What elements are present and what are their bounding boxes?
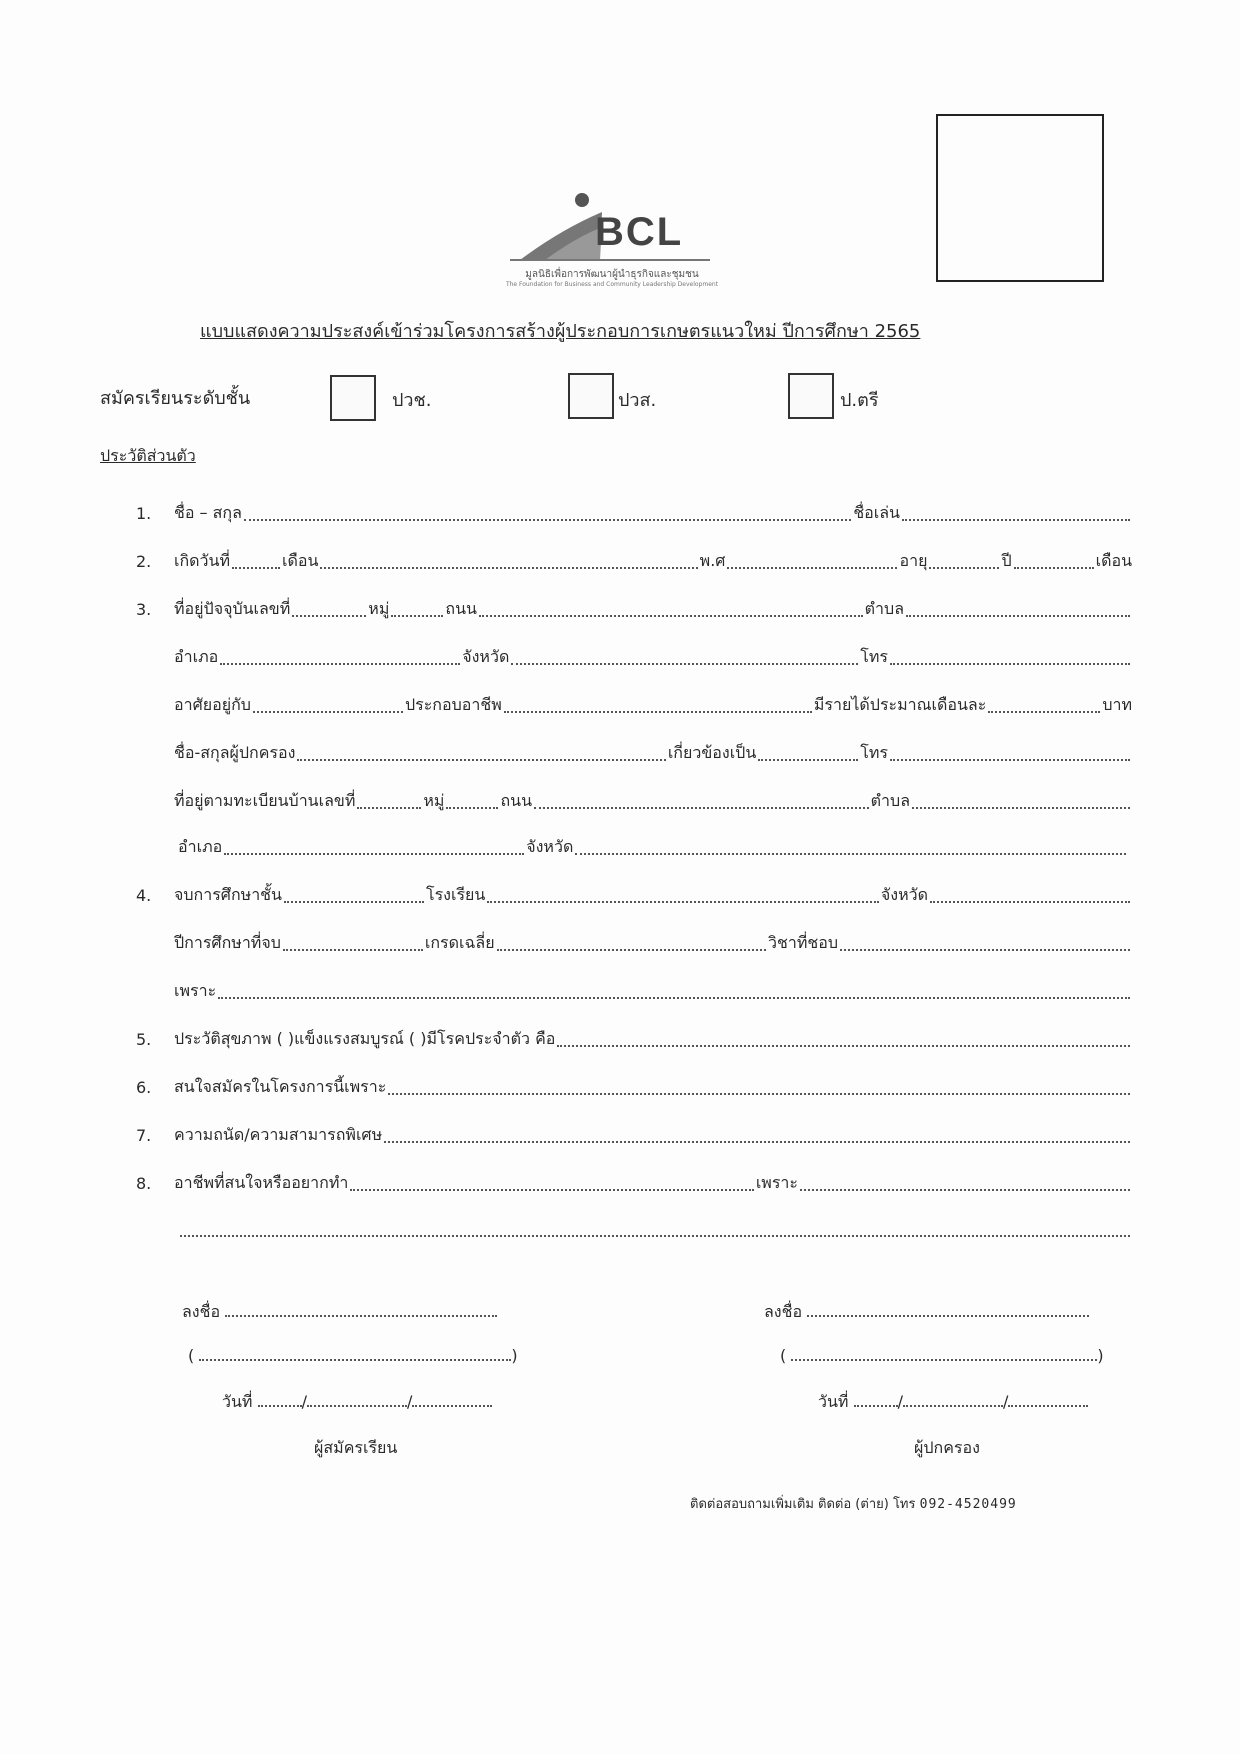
level-selection xyxy=(100,375,1000,425)
guardian-date-label: วันที่ xyxy=(818,1392,849,1411)
fav-subject-label: วิชาที่ชอบ xyxy=(768,933,838,952)
contact-phone: 092-4520499 xyxy=(919,1497,1017,1512)
guardian-date-year[interactable] xyxy=(1008,1405,1088,1407)
reg-tambon-field[interactable] xyxy=(912,807,1130,809)
applicant-sign-field[interactable] xyxy=(225,1315,497,1317)
date-slash: / xyxy=(1002,1392,1009,1411)
reg-tambon-label: ตำบล xyxy=(870,791,910,810)
row-guardian xyxy=(174,740,1132,766)
tambon-field[interactable] xyxy=(906,615,1130,617)
row-health xyxy=(174,1026,1132,1052)
item-number: 5. xyxy=(136,1030,152,1049)
education-level-field[interactable] xyxy=(284,901,424,903)
guardian-sign-label: ลงชื่อ xyxy=(764,1302,803,1321)
career-because-field[interactable] xyxy=(800,1189,1130,1191)
guardian-close-paren: ) xyxy=(1097,1346,1104,1365)
option-bachelor-label: ป.ตรี xyxy=(840,390,879,411)
interest-field[interactable] xyxy=(388,1093,1130,1095)
career-field[interactable] xyxy=(350,1189,753,1191)
section-personal-history: ประวัติส่วนตัว xyxy=(100,446,196,465)
applicant-open-paren: ( xyxy=(188,1346,195,1365)
row-district xyxy=(174,644,1132,670)
occupation-field[interactable] xyxy=(504,711,812,713)
item-number: 4. xyxy=(136,886,152,905)
item-number: 6. xyxy=(136,1078,152,1097)
checkbox-bachelor[interactable] xyxy=(788,373,834,419)
name-label: ชื่อ – สกุล xyxy=(174,503,242,522)
reg-road-field[interactable] xyxy=(534,807,869,809)
education-level-label: จบการศึกษาชั้น xyxy=(174,885,282,904)
income-label: มีรายได้ประมาณเดือนละ xyxy=(813,695,987,714)
option-high-vocational-label: ปวส. xyxy=(618,390,657,411)
reg-address-field[interactable] xyxy=(357,807,421,809)
date-slash: / xyxy=(897,1392,903,1411)
guardian-label: ชื่อ-สกุลผู้ปกครอง xyxy=(174,743,296,762)
row-reg-address xyxy=(174,788,1132,814)
road-label: ถนน xyxy=(445,599,477,618)
fav-subject-field[interactable] xyxy=(840,949,1130,951)
row-grades xyxy=(174,930,1132,956)
tambon-label: ตำบล xyxy=(864,599,904,618)
moo-field[interactable] xyxy=(391,615,443,617)
applicant-role: ผู้สมัครเรียน xyxy=(314,1438,398,1457)
option-vocational-label: ปวช. xyxy=(392,390,432,411)
row-name xyxy=(174,500,1132,526)
level-label: สมัครเรียนระดับชั้น xyxy=(100,388,251,409)
moo-label: หมู่ xyxy=(368,599,390,618)
photo-box[interactable] xyxy=(936,114,1104,282)
amphoe-field[interactable] xyxy=(220,663,460,665)
applicant-name-field[interactable] xyxy=(199,1359,511,1361)
checkbox-vocational[interactable] xyxy=(330,375,376,421)
logo-subtitle-th: มูลนิธิเพื่อการพัฒนาผู้นำธุรกิจและชุมชน xyxy=(525,269,699,280)
row-education xyxy=(174,882,1132,908)
relation-field[interactable] xyxy=(758,759,858,761)
guardian-date-month[interactable] xyxy=(903,1405,1003,1407)
guardian-field[interactable] xyxy=(297,759,665,761)
item-number: 7. xyxy=(136,1126,152,1145)
health-field[interactable] xyxy=(557,1045,1130,1047)
because-label: เพราะ xyxy=(174,981,217,1000)
contact-info xyxy=(690,1493,1017,1514)
form-title: แบบแสดงความประสงค์เข้าร่วมโครงการสร้างผู้ประกอบการเกษตรแนวใหม่ ปีการศึกษา 2565 xyxy=(200,321,921,342)
livewith-label: อาศัยอยู่กับ xyxy=(174,695,251,714)
because-field[interactable] xyxy=(218,997,1130,999)
livewith-field[interactable] xyxy=(253,711,403,713)
row-career xyxy=(174,1170,1132,1196)
reg-province-field[interactable] xyxy=(575,853,1126,855)
tel-field[interactable] xyxy=(890,663,1130,665)
applicant-name-row xyxy=(188,1346,518,1365)
grad-year-label: ปีการศึกษาที่จบ xyxy=(174,933,281,952)
row-talent xyxy=(174,1122,1132,1148)
date-slash: / xyxy=(406,1392,413,1411)
gpa-label: เกรดเฉลี่ย xyxy=(424,933,495,952)
guardian-date-row xyxy=(818,1390,1088,1415)
guardian-role: ผู้ปกครอง xyxy=(914,1438,980,1457)
birth-day-label: เกิดวันที่ xyxy=(174,551,231,570)
contact-text: ติดต่อสอบถามเพิ่มเติม ติดต่อ (ต่าย) โทร xyxy=(690,1497,916,1512)
address-no-label: ที่อยู่ปัจจุบันเลขที่ xyxy=(174,599,291,618)
reg-province-label: จังหวัด xyxy=(526,837,574,856)
guardian-date-day[interactable] xyxy=(854,1405,898,1407)
row-extra xyxy=(178,1216,1132,1242)
birth-month-field[interactable] xyxy=(320,567,697,569)
guardian-tel-field[interactable] xyxy=(890,759,1130,761)
school-label: โรงเรียน xyxy=(425,885,486,904)
age-label: อายุ xyxy=(899,551,928,570)
age-months-field[interactable] xyxy=(1014,567,1094,569)
province-label: จังหวัด xyxy=(462,647,510,666)
address-no-field[interactable] xyxy=(292,615,366,617)
career-because-label: เพราะ xyxy=(755,1173,798,1192)
guardian-open-paren: ( xyxy=(780,1346,787,1365)
birth-year-field[interactable] xyxy=(727,567,897,569)
school-province-label: จังหวัด xyxy=(880,885,928,904)
item-number: 2. xyxy=(136,552,152,571)
nickname-field[interactable] xyxy=(902,519,1130,521)
health-label: ประวัติสุขภาพ ( )แข็งแรงสมบูรณ์ ( )มีโรคประจำตัว คือ xyxy=(174,1029,556,1048)
guardian-sign-field[interactable] xyxy=(807,1315,1089,1317)
reg-amphoe-label: อำเภอ xyxy=(178,837,223,856)
amphoe-label: อำเภอ xyxy=(174,647,219,666)
occupation-label: ประกอบอาชีพ xyxy=(404,695,502,714)
guardian-sign-row xyxy=(764,1300,1089,1325)
talent-label: ความถนัด/ความสามารถพิเศษ xyxy=(174,1125,383,1144)
logo-text: BCL xyxy=(595,210,684,254)
applicant-date-row xyxy=(222,1390,492,1415)
row-address xyxy=(174,596,1132,622)
applicant-sign-row xyxy=(182,1300,497,1325)
row-interest xyxy=(174,1074,1132,1100)
reg-moo-field[interactable] xyxy=(446,807,498,809)
talent-field[interactable] xyxy=(384,1141,1130,1143)
gpa-field[interactable] xyxy=(497,949,766,951)
guardian-name-row xyxy=(780,1346,1104,1365)
row-because xyxy=(174,978,1132,1004)
extra-field[interactable] xyxy=(180,1235,1130,1237)
reg-address-label: ที่อยู่ตามทะเบียนบ้านเลขที่ xyxy=(174,791,356,810)
name-field[interactable] xyxy=(244,519,851,521)
reg-moo-label: หมู่ xyxy=(423,791,445,810)
nickname-label: ชื่อเล่น xyxy=(853,503,900,522)
age-months-label: เดือน xyxy=(1095,551,1132,570)
school-province-field[interactable] xyxy=(930,901,1130,903)
applicant-close-paren: ) xyxy=(511,1346,518,1365)
road-field[interactable] xyxy=(479,615,863,617)
birth-year-label: พ.ศ xyxy=(699,551,726,570)
age-years-field[interactable] xyxy=(929,567,999,569)
bcl-logo xyxy=(490,190,730,300)
applicant-date-year[interactable] xyxy=(412,1405,492,1407)
item-number: 3. xyxy=(136,600,152,619)
applicant-date-label: วันที่ xyxy=(222,1392,253,1411)
age-years-label: ปี xyxy=(1001,551,1012,570)
applicant-sign-label: ลงชื่อ xyxy=(182,1302,221,1321)
birth-day-field[interactable] xyxy=(232,567,280,569)
logo-subtitle-en: The Foundation for Business and Community Leadership Development xyxy=(505,281,719,288)
province-field[interactable] xyxy=(511,663,858,665)
row-birth xyxy=(174,548,1132,574)
income-field[interactable] xyxy=(988,711,1100,713)
item-number: 8. xyxy=(136,1174,152,1193)
item-number: 1. xyxy=(136,504,152,523)
checkbox-high-vocational[interactable] xyxy=(568,373,614,419)
row-reg-district xyxy=(178,834,1128,860)
date-slash: / xyxy=(301,1392,307,1411)
guardian-tel-label: โทร xyxy=(860,743,888,762)
applicant-date-month[interactable] xyxy=(307,1405,407,1407)
school-field[interactable] xyxy=(487,901,879,903)
row-living xyxy=(174,692,1132,718)
grad-year-field[interactable] xyxy=(283,949,423,951)
interest-label: สนใจสมัครในโครงการนี้เพราะ xyxy=(174,1077,387,1096)
reg-road-label: ถนน xyxy=(500,791,533,810)
tel-label: โทร xyxy=(860,647,888,666)
birth-month-label: เดือน xyxy=(282,551,319,570)
baht-label: บาท xyxy=(1102,695,1132,714)
applicant-date-day[interactable] xyxy=(258,1405,302,1407)
guardian-name-field[interactable] xyxy=(791,1359,1097,1361)
career-label: อาชีพที่สนใจหรืออยากทำ xyxy=(174,1173,349,1192)
relation-label: เกี่ยวข้องเป็น xyxy=(667,743,757,762)
reg-amphoe-field[interactable] xyxy=(224,853,524,855)
